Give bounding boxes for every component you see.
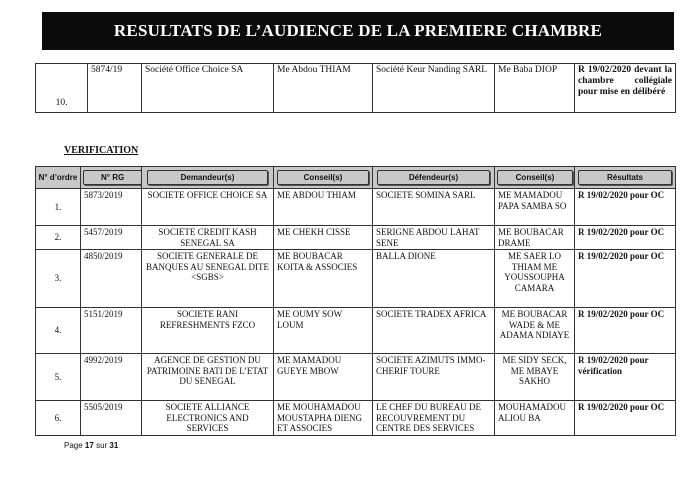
rg-number: 5873/2019 bbox=[81, 189, 142, 226]
rg-number: 5874/19 bbox=[88, 64, 142, 113]
rg-number: 4992/2019 bbox=[81, 354, 142, 401]
defendant-counsel: MOUHAMADOU ALIOU BA bbox=[495, 401, 575, 436]
defendant: SOCIETE TRADEX AFRICA bbox=[373, 308, 495, 354]
defendant-counsel: ME BOUBACAR WADE & ME ADAMA NDIAYE bbox=[495, 308, 575, 354]
order-number: 10. bbox=[36, 64, 88, 113]
table-row bbox=[36, 64, 676, 113]
result: R 19/02/2020 pour OC bbox=[575, 401, 676, 436]
defendant: LE CHEF DU BUREAU DE RECOUVREMENT DU CENTRE DES SERVICES bbox=[373, 401, 495, 436]
footer-prefix: Page bbox=[64, 441, 83, 450]
order-number: 4. bbox=[36, 308, 81, 354]
page-footer bbox=[64, 441, 118, 450]
header-rg: N° RG bbox=[81, 167, 142, 189]
plaintiff-counsel: ME CHEKH CISSE bbox=[274, 226, 373, 250]
table-header-row bbox=[36, 167, 676, 189]
table-row bbox=[36, 250, 676, 308]
defendant-counsel: ME BOUBACAR DRAME bbox=[495, 226, 575, 250]
plaintiff-counsel: ME MOUHAMADOU MOUSTAPHA DIENG ET ASSOCIES bbox=[274, 401, 373, 436]
plaintiff-counsel: ME BOUBACAR KOITA & ASSOCIES bbox=[274, 250, 373, 308]
rg-number: 4850/2019 bbox=[81, 250, 142, 308]
result: R 19/02/2020 pour OC bbox=[575, 250, 676, 308]
defendant: SOCIETE SOMINA SARL bbox=[373, 189, 495, 226]
verification-table bbox=[35, 166, 676, 436]
result: R 19/02/2020 pour OC bbox=[575, 308, 676, 354]
plaintiff: SOCIETE RANI REFRESHMENTS FZCO bbox=[142, 308, 274, 354]
defendant-counsel: ME MAMADOU PAPA SAMBA SO bbox=[495, 189, 575, 226]
header-resultats: Résultats bbox=[575, 167, 676, 189]
defendant: Société Keur Nanding SARL bbox=[373, 64, 495, 113]
defendant-counsel: ME SIDY SECK, ME MBAYE SAKHO bbox=[495, 354, 575, 401]
order-number: 3. bbox=[36, 250, 81, 308]
plaintiff-counsel: ME MAMADOU GUEYE MBOW bbox=[274, 354, 373, 401]
header-demandeur: Demandeur(s) bbox=[142, 167, 274, 189]
result: R 19/02/2020 devant la chambre collégiale pour mise en délibéré bbox=[575, 64, 676, 113]
header-conseil-2: Conseil(s) bbox=[495, 167, 575, 189]
defendant-counsel: Me Baba DIOP bbox=[495, 64, 575, 113]
result: R 19/02/2020 pour OC bbox=[575, 226, 676, 250]
plaintiff: SOCIETE OFFICE CHOICE SA bbox=[142, 189, 274, 226]
rg-number: 5151/2019 bbox=[81, 308, 142, 354]
plaintiff: AGENCE DE GESTION DU PATRIMOINE BATI DE L’ETAT DU SENEGAL bbox=[142, 354, 274, 401]
table-row bbox=[36, 401, 676, 436]
defendant: BALLA DIONE bbox=[373, 250, 495, 308]
plaintiff-counsel: ME ABDOU THIAM bbox=[274, 189, 373, 226]
header-defendeur: Défendeur(s) bbox=[373, 167, 495, 189]
defendant: SOCIETE AZIMUTS IMMO-CHERIF TOURE bbox=[373, 354, 495, 401]
footer-page: 17 bbox=[84, 441, 94, 450]
result: R 19/02/2020 pour vérification bbox=[575, 354, 676, 401]
order-number: 1. bbox=[36, 189, 81, 226]
footer-total: 31 bbox=[109, 441, 119, 450]
plaintiff-counsel: ME OUMY SOW LOUM bbox=[274, 308, 373, 354]
rg-number: 5457/2019 bbox=[81, 226, 142, 250]
page-banner: RESULTATS DE L’AUDIENCE DE LA PREMIERE CHAMBRE bbox=[42, 12, 674, 50]
defendant: SERIGNE ABDOU LAHAT SENE bbox=[373, 226, 495, 250]
table-row bbox=[36, 189, 676, 226]
table-row bbox=[36, 308, 676, 354]
footer-sep: sur bbox=[96, 441, 108, 450]
order-number: 2. bbox=[36, 226, 81, 250]
previous-results-table bbox=[35, 63, 676, 113]
rg-number: 5505/2019 bbox=[81, 401, 142, 436]
section-title: VERIFICATION bbox=[64, 145, 139, 156]
table-row bbox=[36, 226, 676, 250]
plaintiff: SOCIETE GENERALE DE BANQUES AU SENEGAL DITE <SGBS> bbox=[142, 250, 274, 308]
plaintiff: SOCIETE CREDIT KASH SENEGAL SA bbox=[142, 226, 274, 250]
plaintiff: SOCIETE ALLIANCE ELECTRONICS AND SERVICES bbox=[142, 401, 274, 436]
header-conseil-1: Conseil(s) bbox=[274, 167, 373, 189]
header-ordre: N° d’ordre bbox=[36, 167, 81, 189]
plaintiff: Société Office Choice SA bbox=[142, 64, 274, 113]
order-number: 5. bbox=[36, 354, 81, 401]
plaintiff-counsel: Me Abdou THIAM bbox=[274, 64, 373, 113]
table-row bbox=[36, 354, 676, 401]
result: R 19/02/2020 pour OC bbox=[575, 189, 676, 226]
order-number: 6. bbox=[36, 401, 81, 436]
defendant-counsel: ME SAER LO THIAM ME YOUSSOUPHA CAMARA bbox=[495, 250, 575, 308]
